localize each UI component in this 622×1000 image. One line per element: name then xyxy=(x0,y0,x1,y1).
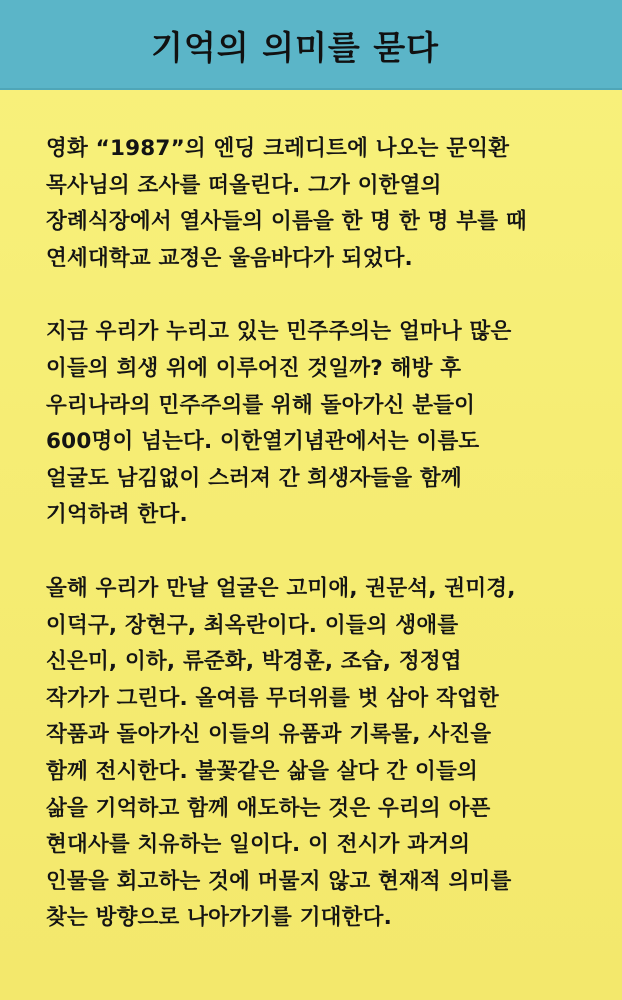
text-line: 지금 우리가 누리고 있는 민주주의는 얼마나 많은 xyxy=(46,319,512,345)
text-line: 목사님의 조사를 떠올린다. 그가 이한열의 xyxy=(46,172,442,198)
paragraph-1 xyxy=(46,131,616,277)
text-line: 연세대학교 교정은 울음바다가 되었다. xyxy=(46,245,413,271)
text-line: 올해 우리가 만날 얼굴은 고미애, 권문석, 권미경, xyxy=(46,575,516,601)
text-line: 신은미, 이하, 류준화, 박경훈, 조습, 정정엽 xyxy=(46,649,462,675)
text-line: 기억하려 한다. xyxy=(46,502,188,528)
text-line: 인물을 회고하는 것에 머물지 않고 현재적 의미를 xyxy=(46,868,512,894)
text-line: 얼굴도 남김없이 스러져 간 희생자들을 함께 xyxy=(46,465,462,491)
text-line: 영화 “1987”의 엔딩 크레디트에 나오는 문익환 xyxy=(46,136,510,161)
text-line: 작가가 그린다. 올여름 무더위를 벗 삼아 작업한 xyxy=(46,685,499,711)
page-title: 기억의 의미를 묻다 xyxy=(150,28,439,67)
text-line: 장례식장에서 열사들의 이름을 한 명 한 명 부를 때 xyxy=(46,209,527,235)
paragraph-3 xyxy=(46,571,616,937)
text-line: 함께 전시한다. 불꽃같은 삶을 살다 간 이들의 xyxy=(46,758,478,784)
text-line: 600명이 넘는다. 이한열기념관에서는 이름도 xyxy=(46,429,480,455)
text-line: 이들의 희생 위에 이루어진 것일까? 해방 후 xyxy=(46,355,462,381)
body-text xyxy=(46,131,616,974)
paragraph-2 xyxy=(46,314,616,534)
text-line: 삶을 기억하고 함께 애도하는 것은 우리의 아픈 xyxy=(46,795,491,821)
title-banner xyxy=(0,0,622,90)
text-line: 우리나라의 민주주의를 위해 돌아가신 분들이 xyxy=(46,392,476,418)
text-line: 찾는 방향으로 나아가기를 기대한다. xyxy=(46,905,392,931)
text-line: 이덕구, 장현구, 최옥란이다. 이들의 생애를 xyxy=(46,612,459,638)
text-line: 현대사를 치유하는 일이다. 이 전시가 과거의 xyxy=(46,832,471,858)
text-line: 작품과 돌아가신 이들의 유품과 기록물, 사진을 xyxy=(46,722,492,748)
